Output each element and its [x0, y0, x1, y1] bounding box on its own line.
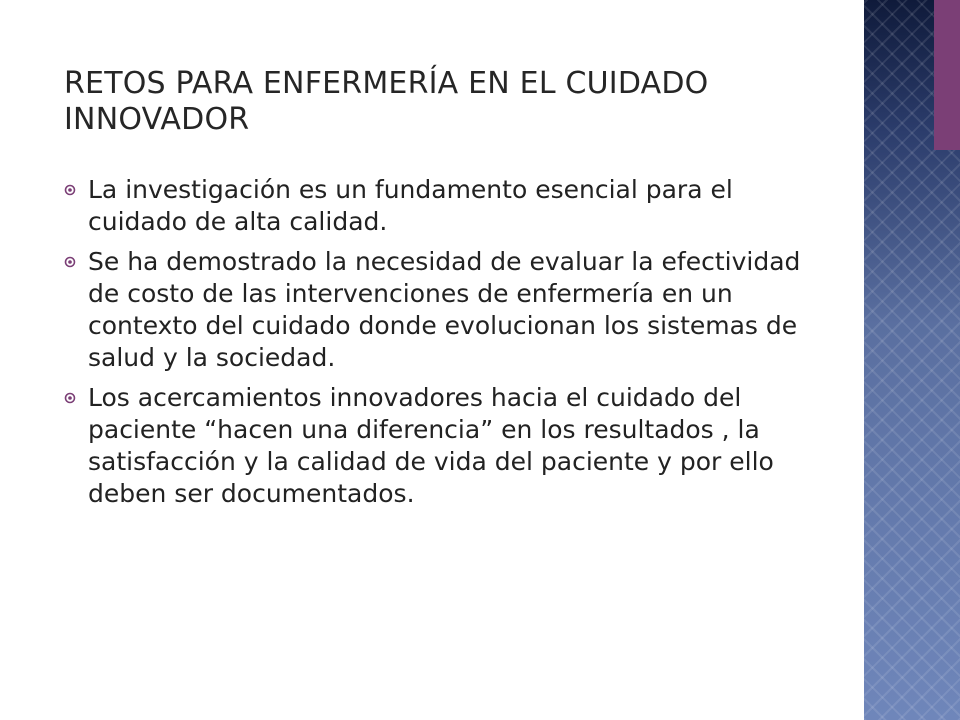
ring-bullet-icon — [64, 184, 76, 196]
bullet-text: Los acercamientos innovadores hacia el cuidado del paciente “hacen una diferencia” en los resultados , la satisfacción y la calidad de vida del paciente y por ello deben ser documentados. — [88, 383, 774, 508]
bullet-item — [64, 246, 816, 374]
decorative-accent-bar — [934, 0, 960, 150]
bullet-text: La investigación es un fundamento esencial para el cuidado de alta calidad. — [88, 175, 733, 236]
bullet-item — [64, 382, 816, 510]
bullet-text: Se ha demostrado la necesidad de evaluar la efectividad de costo de las intervenciones de enfermería en un contexto del cuidado donde evolucionan los sistemas de salud y la sociedad. — [88, 247, 801, 372]
bullet-item — [64, 174, 816, 238]
ring-bullet-icon — [64, 256, 76, 268]
bullet-list — [64, 174, 816, 518]
ring-bullet-icon — [64, 392, 76, 404]
slide-title: RETOS PARA ENFERMERÍA EN EL CUIDADO INNOVADOR — [64, 66, 709, 137]
